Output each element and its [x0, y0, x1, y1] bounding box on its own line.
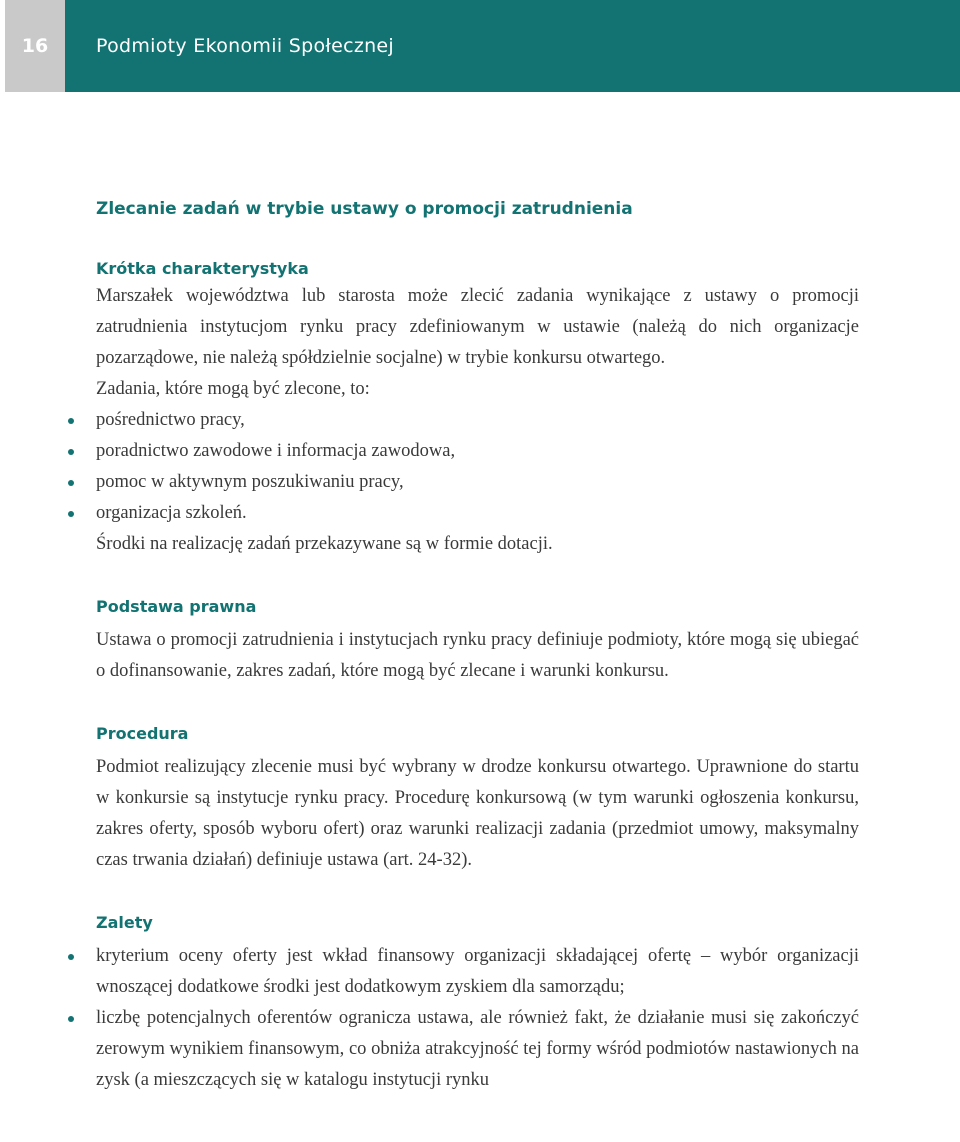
list-item: organizacja szkoleń. — [96, 498, 859, 529]
krotka-paragraph: Marszałek województwa lub starosta może zlecić zadania wynikające z ustawy o promocji zatrudnienia instytucjom rynku pracy zdefiniowanym w ustawie (należą do nich organizacje pozarządowe, nie należą spółdzielnie socjalne) w trybie konkursu otwartego. — [96, 286, 859, 368]
heading-krotka-charakterystyka: Krótka charakterystyka — [96, 259, 309, 278]
podstawa-paragraph: Ustawa o promocji zatrudnienia i instytucjach rynku pracy definiuje podmioty, które mogą się ubiegać o dofinansowanie, zakres zadań, które mogą być zlecane i warunki konkursu. — [96, 630, 859, 681]
advantages-list — [96, 941, 859, 1096]
procedura-paragraph: Podmiot realizujący zlecenie musi być wybrany w drodze konkursu otwartego. Uprawnione do startu w konkursie są instytucje rynku pracy. Procedurę konkursową (w tym warunki ogłoszenia konkursu, zakres oferty, sposób wyboru ofert) oraz warunki realizacji zadania (przedmiot umowy, maksymalny czas trwania działań) definiuje ustawa (art. 24-32). — [96, 757, 859, 870]
list-item: liczbę potencjalnych oferentów ogranicza ustawa, ale również fakt, że działanie musi się zakończyć zerowym wynikiem finansowym, co obniża atrakcyjność tej formy wśród podmiotów nastawionych na zysk (a mieszczących się w katalogu instytucji rynku — [96, 1003, 859, 1096]
krotka-closing: Środki na realizację zadań przekazywane są w formie dotacji. — [96, 534, 553, 554]
list-item: kryterium oceny oferty jest wkład finansowy organizacji składającej ofertę – wybór organizacji wnoszącej dodatkowe środki jest dodatkowym zyskiem dla samorządu; — [96, 941, 859, 1003]
tasks-list — [96, 405, 859, 529]
heading-zalety: Zalety — [96, 913, 153, 932]
header-title: Podmioty Ekonomii Społecznej — [96, 35, 395, 57]
list-item: pomoc w aktywnym poszukiwaniu pracy, — [96, 467, 859, 498]
section-title: Zlecanie zadań w trybie ustawy o promocji zatrudnienia — [96, 199, 633, 219]
page-number: 16 — [5, 0, 65, 92]
list-item: poradnictwo zawodowe i informacja zawodowa, — [96, 436, 859, 467]
heading-podstawa-prawna: Podstawa prawna — [96, 597, 257, 616]
page-content — [96, 196, 859, 1096]
krotka-intro: Zadania, które mogą być zlecone, to: — [96, 379, 370, 399]
page-header — [0, 0, 960, 92]
heading-procedura: Procedura — [96, 724, 189, 743]
list-item: pośrednictwo pracy, — [96, 405, 859, 436]
